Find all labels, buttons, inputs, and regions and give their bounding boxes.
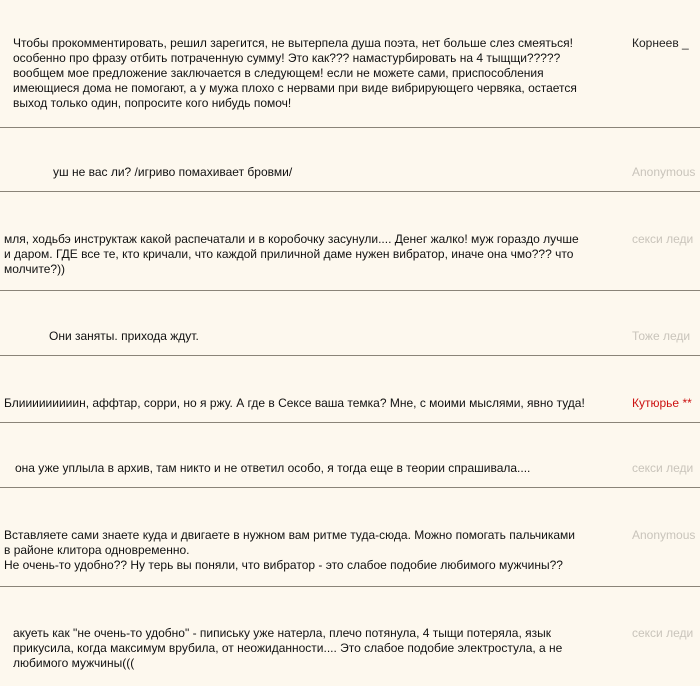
comment-author — [632, 396, 700, 411]
comment-text: акуеть как "не очень-то удобно" - пипиську уже натерла, плечо потянула, 4 тыщи потеряла, язык прикусила, когда максимум врубила, от неожиданности.... Это слабое подобие электростула, а не любимого мужчины((( — [13, 626, 563, 670]
comment-text: Чтобы прокомментировать, решил зарегится, не вытерпела душа поэта, нет больше слез смеяться! особенно про фразу отбить потраченную сумму! Это как??? намастурбировать на 4 тыщщи????? вообщем мое предложение заключается в следующем! если не можете сами, приспособления имеющиеся дома не помогают, а у мужа плохо с нервами при виде вибрирующего червяка, остается выход только один, попросите кого нибудь помоч! — [13, 36, 577, 110]
comment-author: Anonymous — [632, 165, 696, 179]
comment-text: она уже уплыла в архив, там никто и не ответил особо, я тогда еще в теории спрашивала.... — [15, 461, 531, 475]
comment-text: мля, ходьбэ инструктаж какой распечатали и в коробочку засунули.... Денег жалко! муж гораздо лучше и даром. ГДЕ все те, кто кричали, что каждой приличной даме нужен вибратор, иначе она чмо??? что молчите?)) — [4, 232, 579, 276]
comment-divider — [0, 586, 700, 587]
comment-author: секси леди — [632, 232, 694, 246]
comment-text: Блииииииииин, аффтар, сорри, но я ржу. А где в Сексе ваша темка? Мне, с моими мыслями, явно туда! — [4, 396, 585, 410]
comment-text: уш не вас ли? /игриво помахивает бровми/ — [53, 165, 293, 179]
comment-divider — [0, 191, 700, 192]
comment-author: Тоже леди — [632, 329, 691, 343]
comment-divider — [0, 355, 700, 356]
comment-divider — [0, 422, 700, 423]
author-stars: ** — [682, 396, 692, 410]
comment-text: Они заняты. прихода ждут. — [49, 329, 199, 343]
comment-author: секси леди — [632, 461, 694, 475]
author-name: Кутюрье — [632, 396, 680, 410]
comment-author: Anonymous — [632, 528, 696, 542]
comment-divider — [0, 290, 700, 291]
comment-divider — [0, 127, 700, 128]
comment-text: Вставляете сами знаете куда и двигаете в нужном вам ритме туда-сюда. Можно помогать пальчиками в районе клитора одновременно. Не очень-то удобно?? Ну терь вы поняли, что вибратор - это слабое подобие любимого мужчины?? — [4, 528, 575, 572]
comment-divider — [0, 487, 700, 488]
comment-author: Корнеев _ — [632, 36, 689, 50]
comment-author: секси леди — [632, 626, 694, 640]
